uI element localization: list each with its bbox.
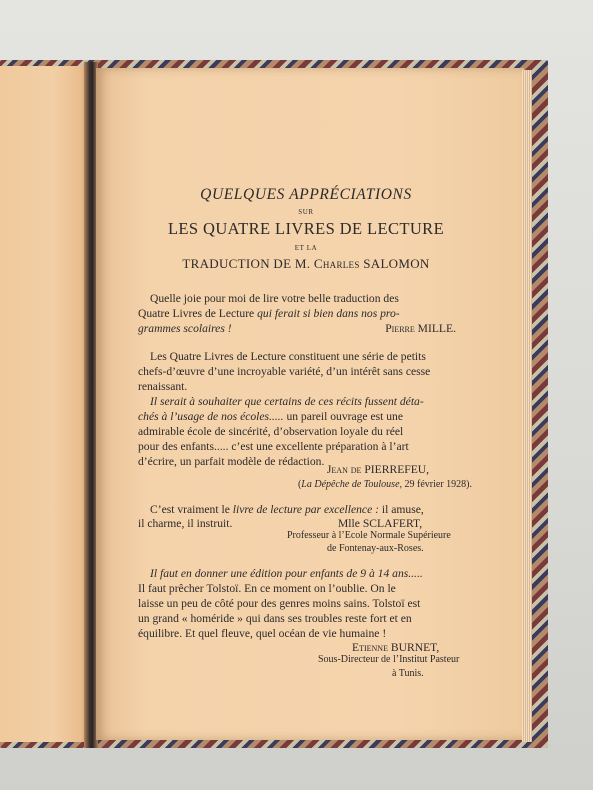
- quote3-role1: Professeur à l’Ecole Normale Supérieure: [287, 530, 451, 541]
- quote4-role2: à Tunis.: [392, 668, 424, 679]
- quote4-role1: Sous-Directeur de l’Institut Pasteur: [318, 654, 460, 665]
- quote4-line5: équilibre. Et quel fleuve, quel océan de vie humaine !: [138, 627, 387, 640]
- quote4-line4: un grand « homéride » qui dans ses troubles reste fort et en: [138, 612, 412, 625]
- heading-sur: SUR: [298, 208, 314, 216]
- heading-et-la: ET LA: [294, 244, 318, 252]
- quote3-author-title: Mlle: [338, 517, 360, 530]
- quote2-source-open: (: [297, 479, 302, 490]
- heading-translator: [182, 257, 429, 270]
- quote3-role2: de Fontenay-aux-Roses.: [327, 543, 424, 554]
- quote1-line2-plain: Quatre Livres de Lecture: [138, 307, 255, 320]
- quote1-line1: Quelle joie pour moi de lire votre belle traduction des: [150, 292, 399, 305]
- quote3-line1: [150, 504, 424, 516]
- quote1-line2: [138, 308, 400, 320]
- quote3-line1-italic: livre de lecture par excellence :: [232, 503, 379, 516]
- quote4-author: [352, 642, 439, 654]
- heading-title: QUELQUES APPRÉCIATIONS: [200, 186, 412, 203]
- quote2-author-last: PIERREFEU,: [364, 463, 430, 476]
- quote4-author-last: BURNET,: [390, 641, 440, 654]
- quote2-line8: d’écrire, un parfait modèle de rédaction.: [138, 455, 325, 468]
- quote4-line1: Il faut en donner une édition pour enfants de 9 à 14 ans.....: [150, 567, 423, 580]
- quote2-source: [298, 480, 472, 490]
- quote2-author: [327, 464, 429, 476]
- quote1-line2-italic: qui ferait si bien dans nos pro-: [257, 307, 400, 320]
- quote3-line2: il charme, il instruit.: [138, 517, 233, 530]
- quote3-line1-end: il amuse,: [381, 503, 424, 516]
- quote2-line7: pour des enfants..... c’est une excellente préparation à l’art: [138, 440, 409, 453]
- quote3-line1-plain: C’est vraiment le: [150, 503, 230, 516]
- translator-first-name: Charles: [313, 256, 360, 271]
- quote2-line5-plain: un pareil ouvrage est une: [286, 410, 403, 423]
- translator-prefix: TRADUCTION DE M.: [182, 256, 311, 271]
- quote2-line6: admirable école de sincérité, d’observation loyale du réel: [138, 425, 404, 438]
- quote4-author-first: Etienne: [352, 641, 388, 654]
- quote2-line2: chefs-d’œuvre d’une incroyable variété, d’un intérêt sans cesse: [138, 365, 431, 378]
- quote1-author: [385, 323, 456, 335]
- quote2-source-paper: La Dépêche de Toulouse,: [301, 479, 403, 490]
- quote1-author-last: MILLE.: [417, 322, 456, 335]
- quote1-author-first: Pierre: [385, 322, 415, 335]
- quote2-line4: Il serait à souhaiter que certains de ces récits fussent déta-: [150, 395, 424, 408]
- quote3-author: [338, 518, 422, 530]
- quote4-line3: laisse un peu de côté pour des genres moins sains. Tolstoï est: [138, 597, 421, 610]
- quote2-line5-italic: chés à l’usage de nos écoles.....: [138, 410, 284, 423]
- quote4-line2: Il faut prêcher Tolstoï. En ce moment on l’oublie. On le: [138, 582, 396, 595]
- quote2-author-first: Jean de: [326, 463, 362, 476]
- quote3-author-last: SCLAFERT,: [362, 517, 423, 530]
- quote2-line1: Les Quatre Livres de Lecture constituent une série de petits: [150, 350, 426, 363]
- translator-last-name: SALOMON: [363, 256, 430, 271]
- heading-subtitle: LES QUATRE LIVRES DE LECTURE: [167, 219, 445, 238]
- quote1-line3: grammes scolaires !: [138, 322, 232, 335]
- quote2-line5: [138, 411, 403, 423]
- quote2-source-date: 29 février 1928).: [404, 479, 472, 490]
- quote2-line3: renaissant.: [138, 380, 188, 393]
